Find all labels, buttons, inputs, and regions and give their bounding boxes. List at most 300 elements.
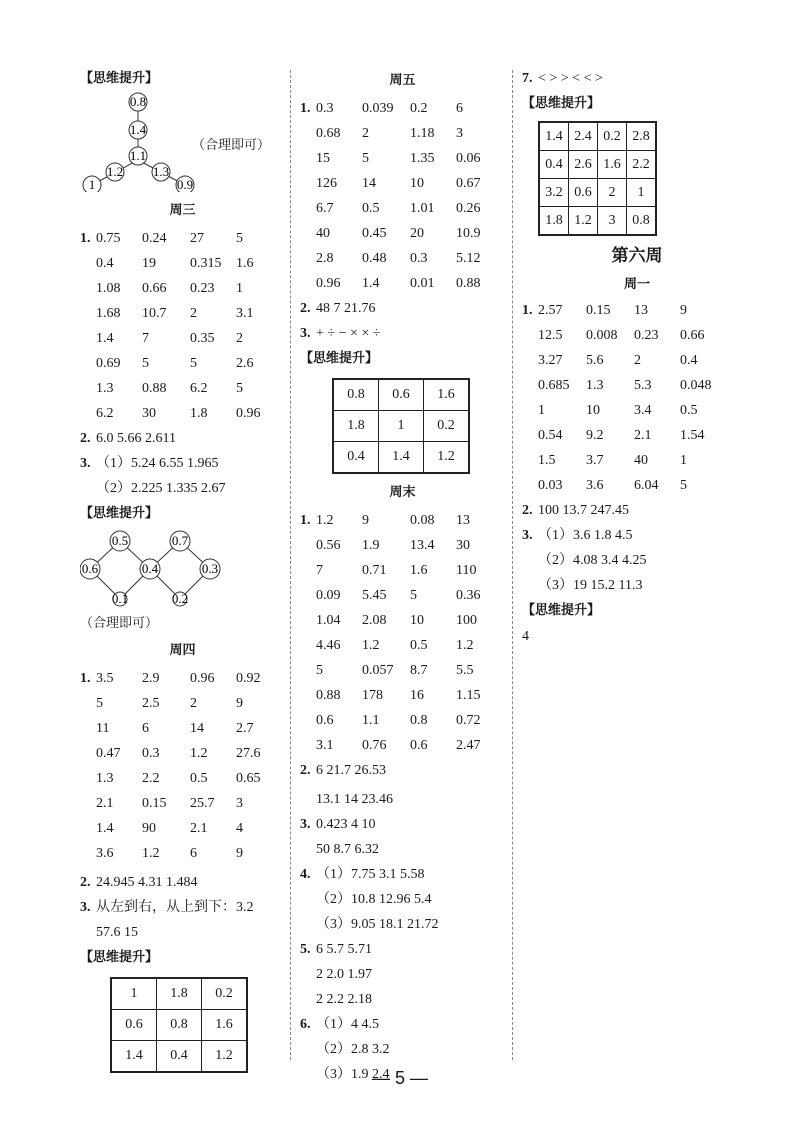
answer-value: 11: [96, 721, 110, 736]
answer-value: 3.5: [96, 671, 114, 686]
grid-row: [111, 978, 247, 1010]
answer-value: 10: [586, 403, 600, 418]
answer-value: 30: [142, 406, 156, 421]
svg-text:0.2: 0.2: [171, 591, 189, 606]
answer-value: 4: [236, 821, 243, 836]
zhou3-q1: [80, 226, 285, 426]
answer-value: 0.54: [538, 428, 563, 443]
diamond-node: [140, 559, 160, 579]
grid-cell: 2: [598, 179, 627, 207]
answer-value: 0.03: [538, 478, 563, 493]
answer-row: [522, 323, 752, 348]
diamond-node: [200, 559, 220, 579]
answer-row: [522, 448, 752, 473]
grid-cell: 0.8: [333, 379, 379, 411]
answer-value: 1.15: [456, 688, 481, 703]
grid-row: [333, 442, 469, 474]
answer-value: 3.7: [586, 453, 604, 468]
answer-value: 6: [190, 846, 197, 861]
answer-value: 0.5: [190, 771, 208, 786]
answer-value: 0.36: [456, 588, 481, 603]
answer-value: 2.5: [142, 696, 160, 711]
diamond-diagram: [80, 527, 285, 607]
grid-cell: 0.6: [569, 179, 598, 207]
answer-value: 1.9: [362, 538, 380, 553]
svg-text:0.1: 0.1: [111, 591, 129, 606]
grid-row: [539, 207, 656, 236]
answer-value: 40: [634, 453, 648, 468]
answer-value: 0.96: [236, 406, 261, 421]
answer-value: 10.9: [456, 226, 481, 241]
answer-row: [300, 271, 505, 296]
answer-row: [80, 276, 285, 301]
answer-value: 0.88: [142, 381, 167, 396]
answer-value: 5: [142, 356, 149, 371]
answer-value: 0.92: [236, 671, 261, 686]
answer-row: [300, 171, 505, 196]
answer-value: 0.057: [362, 663, 394, 678]
answer-grid: [332, 378, 470, 474]
answer-value: 0.26: [456, 201, 481, 216]
answer-row: [300, 658, 505, 683]
svg-text:1: 1: [88, 177, 96, 192]
answer-value: 0.008: [586, 328, 618, 343]
tree-node: [106, 163, 124, 181]
answer-value: 0.23: [634, 328, 659, 343]
zhoumo-q2-line1: 2. 6 21.7 26.53: [300, 763, 386, 778]
grid-cell: 1.2: [202, 1041, 248, 1073]
tree-node: [129, 121, 147, 139]
svg-text:0.5: 0.5: [111, 533, 129, 548]
grid-cell: 1.4: [379, 442, 424, 474]
zhou4-q3-line1: 3. 从左到右，从上到下：3.2: [80, 900, 254, 915]
answer-value: 20: [410, 226, 424, 241]
answer-value: 1: [538, 403, 545, 418]
answer-value: 5: [316, 663, 323, 678]
answer-value: 6.2: [190, 381, 208, 396]
answer-row: [80, 401, 285, 426]
answer-value: 5: [410, 588, 417, 603]
section-title-zhou3: 周三: [169, 203, 196, 218]
column-3: [522, 66, 752, 649]
answer-value: 0.3: [410, 251, 428, 266]
zhoumo-q6-line1: 6. （1）4 4.5: [300, 1017, 379, 1032]
answer-value: 9.2: [586, 428, 604, 443]
answer-value: 3: [456, 126, 463, 141]
tree-node: [176, 176, 194, 192]
answer-value: 19: [142, 256, 156, 271]
zhou1-q1: [522, 298, 752, 498]
answer-row: [80, 741, 285, 766]
answer-value: 2: [362, 126, 369, 141]
answer-value: 1.68: [96, 306, 121, 321]
column-divider-1: [290, 70, 291, 1060]
answer-value: 16: [410, 688, 424, 703]
answer-value: 3.4: [634, 403, 652, 418]
answer-value: 1: [236, 281, 243, 296]
grid-wrap: [522, 117, 752, 236]
column-1: [80, 66, 285, 1073]
grid-row: [333, 379, 469, 411]
grid-cell: 0.4: [157, 1041, 202, 1073]
answer-value: 2: [190, 696, 197, 711]
answer-value: 1.5: [538, 453, 556, 468]
grid-row: [333, 411, 469, 442]
answer-row: [300, 533, 505, 558]
answer-row: [80, 666, 285, 691]
answer-row: [300, 608, 505, 633]
column-2: [300, 66, 505, 1087]
zhou5-q3: 3. + ÷ − × × ÷: [300, 326, 381, 341]
answer-value: 0.3: [316, 101, 334, 116]
svg-text:0.6: 0.6: [81, 561, 99, 576]
svg-text:1.2: 1.2: [106, 164, 124, 179]
zhoumo-q3-line1: 3. 0.423 4 10: [300, 817, 376, 832]
answer-value: 9: [236, 696, 243, 711]
answer-value: 3.6: [586, 478, 604, 493]
answer-value: 1.54: [680, 428, 705, 443]
answer-row: [300, 508, 505, 533]
answer-value: 0.09: [316, 588, 341, 603]
answer-value: 1.01: [410, 201, 435, 216]
grid-cell: 1.8: [539, 207, 569, 236]
answer-value: 1.08: [96, 281, 121, 296]
answer-value: 2.57: [538, 303, 563, 318]
answer-value: 2.8: [316, 251, 334, 266]
think-header: 【思维提升】: [80, 506, 159, 521]
zhou5-q2: 2. 48 7 21.76: [300, 301, 376, 316]
answer-value: 13: [456, 513, 470, 528]
answer-grid: [538, 121, 657, 236]
answer-value: 1.18: [410, 126, 435, 141]
answer-value: 0.96: [190, 671, 215, 686]
answer-value: 0.75: [96, 231, 121, 246]
zhou5-q1: [300, 96, 505, 296]
answer-row: [300, 708, 505, 733]
answer-value: 1.1: [362, 713, 380, 728]
answer-value: 178: [362, 688, 383, 703]
grid-row: [539, 122, 656, 151]
answer-value: 2: [634, 353, 641, 368]
answer-value: 0.06: [456, 151, 481, 166]
tree-node: [152, 163, 170, 181]
answer-value: 2: [236, 331, 243, 346]
svg-text:0.9: 0.9: [176, 177, 194, 192]
diamond-node: [170, 531, 190, 551]
answer-value: 6.04: [634, 478, 659, 493]
answer-value: 4.46: [316, 638, 341, 653]
grid-wrap: [80, 971, 285, 1073]
grid-cell: 2.2: [627, 151, 657, 179]
svg-text:0.4: 0.4: [141, 561, 159, 576]
answer-row: [80, 301, 285, 326]
grid-cell: 1.6: [424, 379, 470, 411]
answer-row: [80, 766, 285, 791]
answer-value: 0.67: [456, 176, 481, 191]
zhoumo-q6-line2: （2）2.8 3.2: [316, 1042, 390, 1057]
section-title-zhoumo: 周末: [389, 485, 416, 500]
think-header: 【思维提升】: [522, 96, 601, 111]
answer-value: 126: [316, 176, 337, 191]
answer-value: 1.2: [456, 638, 474, 653]
answer-row: [300, 121, 505, 146]
answer-value: 3.6: [96, 846, 114, 861]
answer-value: 3.27: [538, 353, 563, 368]
answer-value: 5: [236, 231, 243, 246]
zhou1-q2: 2. 100 13.7 247.45: [522, 503, 629, 518]
answer-value: 13: [634, 303, 648, 318]
answer-value: 6.2: [96, 406, 114, 421]
tree-diagram: [80, 92, 285, 192]
grid-cell: 0.4: [539, 151, 569, 179]
answer-value: 0.8: [410, 713, 428, 728]
answer-value: 0.72: [456, 713, 481, 728]
answer-value: 5.5: [456, 663, 474, 678]
grid-row: [539, 179, 656, 207]
answer-value: 2.7: [236, 721, 254, 736]
grid-cell: 1.8: [333, 411, 379, 442]
answer-row: [522, 398, 752, 423]
answer-row: [300, 583, 505, 608]
zhou4-q2: 2. 24.945 4.31 1.484: [80, 875, 198, 890]
grid-cell: 2.8: [627, 122, 657, 151]
answer-value: 0.48: [362, 251, 387, 266]
tree-node: [129, 93, 147, 111]
grid-cell: 2.4: [569, 122, 598, 151]
answer-row: [80, 251, 285, 276]
answer-value: 0.685: [538, 378, 570, 393]
zhoumo-q2-line2: 13.1 14 23.46: [316, 792, 393, 807]
answer-value: 0.66: [680, 328, 705, 343]
answer-value: 5.45: [362, 588, 387, 603]
grid-cell: 0.2: [424, 411, 470, 442]
answer-value: 5: [236, 381, 243, 396]
reasonable-note: （合理即可）: [192, 138, 271, 153]
answer-value: 1.4: [96, 331, 114, 346]
zhoumo-q6-line3: （3）1.9 2.4: [316, 1067, 390, 1082]
answer-value: 8.7: [410, 663, 428, 678]
think-answer: 4: [522, 629, 529, 644]
grid-wrap: [300, 372, 505, 474]
answer-value: 0.88: [456, 276, 481, 291]
grid-cell: 3.2: [539, 179, 569, 207]
think-header: 【思维提升】: [522, 603, 601, 618]
answer-value: 1.3: [586, 378, 604, 393]
grid-cell: 0.8: [157, 1010, 202, 1041]
answer-value: 0.65: [236, 771, 261, 786]
answer-value: 0.68: [316, 126, 341, 141]
zhou1-q3-line3: （3）19 15.2 11.3: [538, 578, 643, 593]
week-title: 第六周: [611, 246, 663, 266]
zhou4-q1: [80, 666, 285, 866]
zhou1-q3-line1: 3. （1）3.6 1.8 4.5: [522, 528, 633, 543]
answer-row: [80, 351, 285, 376]
answer-row: [80, 226, 285, 251]
answer-value: 27: [190, 231, 204, 246]
q7-comparisons: 7. < > > < < >: [522, 71, 603, 86]
zhoumo-q1: [300, 508, 505, 758]
think-header: 【思维提升】: [300, 351, 379, 366]
answer-value: 2.1: [634, 428, 652, 443]
grid-cell: 3: [598, 207, 627, 236]
think-header: 【思维提升】: [80, 71, 159, 86]
grid-cell: 1: [379, 411, 424, 442]
reasonable-note: （合理即可）: [80, 616, 159, 631]
answer-row: [300, 196, 505, 221]
answer-value: 0.3: [142, 746, 160, 761]
zhoumo-q4-line3: （3）9.05 18.1 21.72: [316, 917, 439, 932]
answer-row: [522, 473, 752, 498]
answer-row: [300, 246, 505, 271]
grid-cell: 1.8: [157, 978, 202, 1010]
answer-value: 9: [362, 513, 369, 528]
answer-value: 0.23: [190, 281, 215, 296]
answer-value: 100: [456, 613, 477, 628]
answer-value: 0.048: [680, 378, 712, 393]
answer-value: 1.35: [410, 151, 435, 166]
answer-value: 2.1: [96, 796, 114, 811]
answer-value: 0.315: [190, 256, 222, 271]
answer-row: [80, 376, 285, 401]
answer-value: 14: [362, 176, 376, 191]
answer-value: 10: [410, 613, 424, 628]
answer-value: 7: [316, 563, 323, 578]
answer-value: 3.1: [316, 738, 334, 753]
grid-cell: 0.4: [333, 442, 379, 474]
answer-value: 1.2: [190, 746, 208, 761]
answer-value: 5: [362, 151, 369, 166]
answer-value: 0.88: [316, 688, 341, 703]
grid-cell: 1.2: [569, 207, 598, 236]
grid-cell: 0.6: [379, 379, 424, 411]
grid-cell: 1: [627, 179, 657, 207]
answer-value: 2.6: [236, 356, 254, 371]
grid-cell: 1: [111, 978, 157, 1010]
column-divider-2: [512, 70, 513, 1060]
answer-value: 1.8: [190, 406, 208, 421]
answer-value: 5.6: [586, 353, 604, 368]
answer-value: 0.24: [142, 231, 167, 246]
answer-value: 14: [190, 721, 204, 736]
answer-value: 1.4: [362, 276, 380, 291]
section-title-zhou5: 周五: [389, 73, 416, 88]
answer-row: [80, 816, 285, 841]
answer-row: [80, 326, 285, 351]
answer-value: 0.45: [362, 226, 387, 241]
grid-cell: 0.2: [202, 978, 248, 1010]
answer-value: 15: [316, 151, 330, 166]
grid-cell: 1.4: [111, 1041, 157, 1073]
tree-node: [129, 147, 147, 165]
answer-row: [80, 716, 285, 741]
answer-row: [300, 146, 505, 171]
answer-value: 0.47: [96, 746, 121, 761]
zhoumo-q4-line1: 4. （1）7.75 3.1 5.58: [300, 867, 425, 882]
answer-value: 0.6: [316, 713, 334, 728]
answer-value: 5: [96, 696, 103, 711]
answer-value: 0.66: [142, 281, 167, 296]
answer-row: [300, 633, 505, 658]
answer-value: 40: [316, 226, 330, 241]
question-number: 1.: [300, 513, 311, 528]
think-header: 【思维提升】: [80, 950, 159, 965]
answer-value: 0.2: [410, 101, 428, 116]
diamond-node: [80, 559, 100, 579]
answer-value: 27.6: [236, 746, 261, 761]
diamond-node: [112, 591, 128, 606]
answer-value: 5.3: [634, 378, 652, 393]
svg-text:1.1: 1.1: [129, 148, 147, 163]
answer-value: 0.6: [410, 738, 428, 753]
answer-value: 13.4: [410, 538, 435, 553]
answer-value: 0.5: [362, 201, 380, 216]
svg-text:0.3: 0.3: [201, 561, 219, 576]
answer-row: [80, 791, 285, 816]
answer-row: [522, 423, 752, 448]
answer-value: 2: [190, 306, 197, 321]
answer-row: [300, 221, 505, 246]
zhou4-q3-line2: 57.6 15: [96, 925, 138, 940]
answer-row: [300, 683, 505, 708]
answer-value: 1.04: [316, 613, 341, 628]
answer-value: 0.039: [362, 101, 394, 116]
answer-grid: [110, 977, 248, 1073]
answer-value: 10: [410, 176, 424, 191]
tree-node: [83, 176, 101, 192]
answer-value: 2.2: [142, 771, 160, 786]
answer-value: 0.5: [680, 403, 698, 418]
answer-value: 0.08: [410, 513, 435, 528]
zhoumo-q5-line1: 5. 6 5.7 5.71: [300, 942, 372, 957]
answer-value: 0.96: [316, 276, 341, 291]
diamond-diagram-svg: [80, 527, 285, 607]
grid-cell: 1.6: [598, 151, 627, 179]
svg-text:0.7: 0.7: [171, 533, 189, 548]
answer-value: 6: [142, 721, 149, 736]
zhou1-q3-line2: （2）4.08 3.4 4.25: [538, 553, 647, 568]
question-number: 1.: [80, 231, 91, 246]
zhoumo-q4-line2: （2）10.8 12.96 5.4: [316, 892, 432, 907]
answer-value: 0.01: [410, 276, 435, 291]
answer-row: [300, 558, 505, 583]
question-number: 1.: [300, 101, 311, 116]
answer-value: 1: [680, 453, 687, 468]
answer-value: 110: [456, 563, 477, 578]
answer-value: 5: [190, 356, 197, 371]
answer-value: 1.6: [410, 563, 428, 578]
svg-text:1.3: 1.3: [152, 164, 170, 179]
answer-value: 6.7: [316, 201, 334, 216]
grid-cell: 1.2: [424, 442, 470, 474]
diamond-node: [172, 591, 188, 606]
answer-value: 0.69: [96, 356, 121, 371]
section-title-zhou1: 周一: [623, 277, 650, 292]
answer-value: 7: [142, 331, 149, 346]
grid-cell: 0.6: [111, 1010, 157, 1041]
answer-value: 1.2: [362, 638, 380, 653]
answer-row: [522, 298, 752, 323]
grid-row: [539, 151, 656, 179]
answer-value: 1.4: [96, 821, 114, 836]
grid-row: [111, 1010, 247, 1041]
section-title-zhou4: 周四: [169, 643, 196, 658]
grid-cell: 0.2: [598, 122, 627, 151]
answer-value: 25.7: [190, 796, 215, 811]
answer-value: 30: [456, 538, 470, 553]
answer-value: 1.3: [96, 381, 114, 396]
answer-value: 10.7: [142, 306, 167, 321]
answer-value: 1.2: [142, 846, 160, 861]
